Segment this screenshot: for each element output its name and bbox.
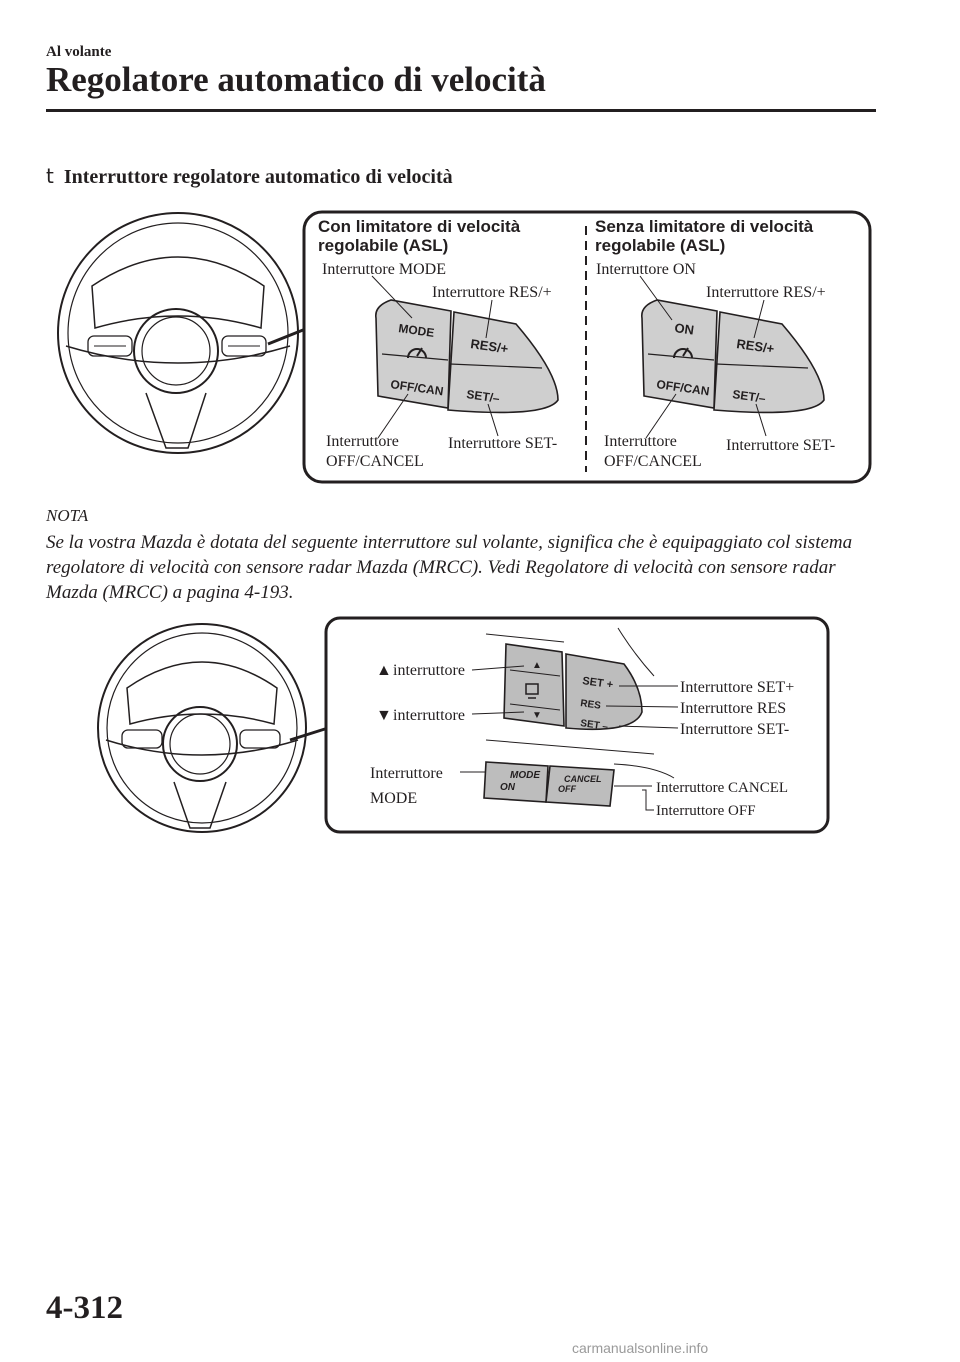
callout-res: Interruttore RES [680, 700, 787, 717]
note-body: Se la vostra Mazda è dotata del seguente interruttore sul volante, significa che è equipaggiato col sistema regolatore di velocità con sensore radar Mazda (MRCC). Vedi Regolatore di velocità con sensore radar Mazda (MRCC) a pagina 4-193. [46, 532, 853, 603]
steering-wheel-icon [58, 213, 298, 453]
panel-heading-line2: regolabile (ASL) [318, 236, 449, 255]
btn-mode: MODE [397, 321, 436, 340]
callout-res-plus-switch: Interruttore RES/+ [432, 284, 552, 301]
switch-pad-cancel-off [546, 766, 614, 806]
figure-cruise-switches [46, 208, 876, 498]
up-switch-marker-icon: ▲ [376, 662, 392, 679]
title-rule [46, 109, 876, 112]
page-title: Regolatore automatico di velocità [46, 60, 546, 99]
callout-cancel: Interruttore CANCEL [656, 780, 789, 796]
callout-mode-line1: Interruttore [370, 765, 443, 782]
btn-off: OFF [558, 784, 576, 794]
callout-set-minus: Interruttore SET- [680, 721, 790, 738]
steering-wheel-icon [98, 624, 306, 832]
callout-off-cancel-line2: OFF/CANCEL [604, 453, 702, 470]
btn-on: ON [673, 320, 695, 338]
callout-on-switch: Interruttore ON [596, 261, 696, 278]
btn-set-minus: SET – [579, 718, 609, 733]
page-number: 4-312 [46, 1290, 123, 1326]
callout-set-minus-switch: Interruttore SET- [448, 435, 558, 452]
callout-mode-line2: MODE [370, 790, 418, 807]
btn-cancel: CANCEL [564, 774, 602, 784]
callout-off-cancel-line1: Interruttore [326, 433, 399, 450]
callout-down-switch: interruttore [393, 707, 465, 724]
callout-set-minus-switch: Interruttore SET- [726, 437, 836, 454]
subheading [46, 164, 453, 189]
down-switch-marker-icon: ▼ [376, 707, 392, 724]
btn-off-can: OFF/CAN [389, 377, 445, 399]
btn-res-plus: RES/+ [735, 336, 776, 357]
section-label: Al volante [46, 44, 112, 60]
callout-off-cancel-line1: Interruttore [604, 433, 677, 450]
callout-res-plus-switch: Interruttore RES/+ [706, 284, 826, 301]
callout-off-cancel-line2: OFF/CANCEL [326, 453, 424, 470]
btn-set-minus: SET/– [465, 387, 501, 406]
watermark: carmanualsonline.info [572, 1340, 709, 1356]
panel-heading-line2: regolabile (ASL) [595, 236, 726, 255]
bullet-marker-icon: t [46, 164, 54, 188]
panel-heading-line1: Senza limitatore di velocità [595, 217, 814, 236]
btn-res: RES [579, 698, 602, 712]
panel-heading-line1: Con limitatore di velocità [318, 217, 521, 236]
btn-set-plus: SET + [581, 675, 614, 692]
btn-on: ON [500, 782, 515, 793]
up-arrow-icon: ▲ [532, 660, 542, 671]
note-title: NOTA [46, 506, 89, 525]
btn-mode: MODE [510, 770, 540, 781]
btn-res-plus: RES/+ [469, 336, 510, 357]
callout-off: Interruttore OFF [656, 803, 756, 819]
subheading-text: Interruttore regolatore automatico di velocità [63, 166, 453, 188]
btn-set-minus: SET/– [731, 387, 767, 406]
figure-mrcc-switches [94, 614, 834, 840]
down-arrow-icon: ▼ [532, 710, 542, 721]
switch-pad-mode-on [484, 762, 548, 802]
callout-up-switch: interruttore [393, 662, 465, 679]
zoom-pointer-line [290, 728, 328, 740]
callout-mode-switch: Interruttore MODE [322, 261, 446, 278]
btn-off-can: OFF/CAN [655, 377, 711, 399]
callout-set-plus: Interruttore SET+ [680, 679, 795, 696]
